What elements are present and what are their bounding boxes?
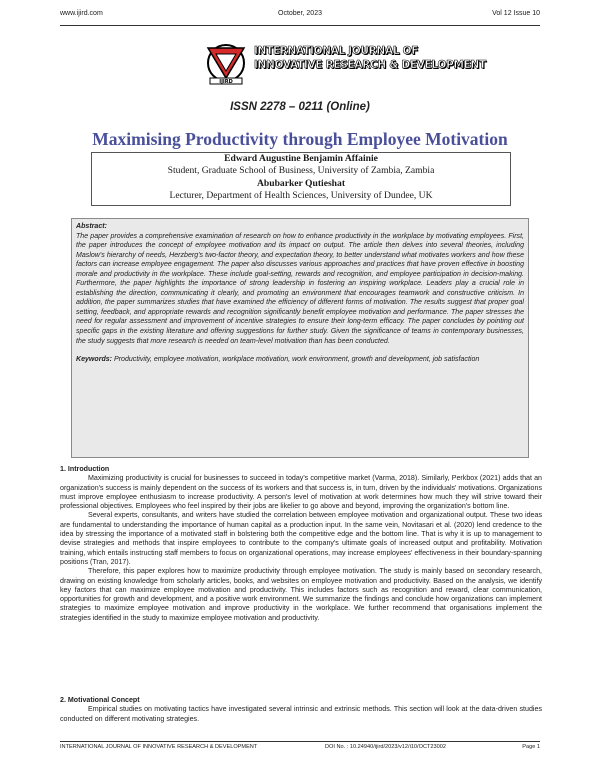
header-divider <box>60 25 540 26</box>
footer-divider <box>60 741 540 742</box>
journal-name-line1: INTERNATIONAL JOURNAL OF <box>254 45 419 57</box>
journal-emblem-icon <box>202 40 250 86</box>
footer-journal: INTERNATIONAL JOURNAL OF INNOVATIVE RESEARCH & DEVELOPMENT <box>60 744 258 750</box>
abstract-label: Abstract: <box>76 223 107 230</box>
authors-box <box>91 152 511 206</box>
author-affiliation: Lecturer, Department of Health Sciences, University of Dundee, UK <box>169 190 433 202</box>
paragraph: Several experts, consultants, and writers have studied the correlation between employee motivation and organizational output. These two ideas are fundamental to understanding the importance of human capital as a production input. In the same vein, Novitasari et al. (2020) lend credence to the idea by stressing the importance of a motivated staff in bolstering both the competitive edge and the bottom line. That is why it is up to management to devise strategies and methods that inspire employees to contribute to the company's ultimate goals of increased output and profitability. Motivation training, which entails instructing staff members to focus on organizational operations, may increase employees' effectiveness in their boundary-spanning positions (Tran, 2017). <box>60 511 542 566</box>
section-introduction <box>60 465 542 623</box>
section-motivational-concept <box>60 696 542 724</box>
keywords-text: Productivity, employee motivation, workplace motivation, work environment, growth and development, job satisfaction <box>114 356 480 364</box>
paragraph: Therefore, this paper explores how to maximize productivity through employee motivation. The study is mainly based on secondary research, drawing on existing knowledge from scholarly articles, books, and websites on employee motivation and productivity. Based on the analysis, we identify key factors that can maximize employee motivation and productivity. This includes factors such as recognition and reward, clear communication, opportunities for growth and development, and a positive work environment. We summarize the findings and conclude how organizations can implement strategies to maximize employee motivation and improve productivity in the workplace. We further recommend that organisations implement the strategies identified in the study to maximize employee motivation and productivity. <box>60 567 542 622</box>
issn: ISSN 2278 – 0211 (Online) <box>230 101 370 113</box>
abstract-box <box>71 218 529 458</box>
author-affiliation: Student, Graduate School of Business, University of Zambia, Zambia <box>167 165 435 177</box>
footer-page: Page 1 <box>522 744 540 750</box>
emblem-label: IJIRD <box>219 79 233 85</box>
footer-doi: DOI No. : 10.24940/ijird/2023/v12/i10/OCT23002 <box>325 744 446 750</box>
keywords <box>76 355 524 365</box>
header-date: October, 2023 <box>278 10 322 17</box>
section-heading: 1. Introduction <box>60 465 110 473</box>
keywords-label: Keywords: <box>76 356 113 364</box>
paragraph: Maximizing productivity is crucial for businesses to succeed in today's competitive market (Varma, 2018). Similarly, Perkbox (2021) adds that an organization's success is mainly dependent on the success of its workers and that success is, in turn, driven by the individuals' motivations. Organizations must improve employee enthusiasm to increase productivity. A person's level of motivation at work determines how much they will strive toward their professional objectives. Employees who feel inspired by their jobs are likelier to go above and beyond, improving the organization's bottom line. <box>60 474 542 511</box>
journal-name-line2: INNOVATIVE RESEARCH & DEVELOPMENT <box>254 59 486 71</box>
header-volume: Vol 12 Issue 10 <box>492 10 540 17</box>
author-name: Abubarker Qutieshat <box>256 177 346 189</box>
section-heading: 2. Motivational Concept <box>60 696 140 704</box>
running-footer <box>60 744 540 754</box>
abstract-text: The paper provides a comprehensive examination of research on how to enhance productivity in the workplace by motivating employees. First, the paper introduces the concept of employee motivation and its impact on output. The article then delves into several theories, including Maslow's hierarchy of needs, Herzberg's two-factor theory, and expectation theory, to better understand what motivates workers and how these factors can increase employee engagement. The paper also discusses various approaches and practices that have proven effective in boosting morale and productivity in the workplace. These include goal-setting, rewards and recognition, and employee participation in decision-making. Furthermore, the paper highlights the importance of strong leadership in fostering an inspiring workplace. Leaders play a crucial role in establishing the direction, communicating it clearly, and promoting an environment that encourages teamwork and constructive criticism. In addition, the paper summarizes studies that have examined the efficiency of different forms of motivation. The results suggest that proper goal setting, feedback, and appropriate rewards and recognition significantly benefit employee motivation and performance. The paper stresses the need for regular assessment and improvement of incentive strategies to ensure their long-term efficacy. The paper concludes by pointing out specific gaps in the existing literature and offering suggestions for further study. Given the significance of teams in contemporary businesses, the study suggests that more research is needed on team-level motivation than has been conducted. <box>76 232 524 345</box>
journal-logo <box>202 40 486 86</box>
author-name: Edward Augustine Benjamin Affainie <box>224 153 378 164</box>
running-header <box>60 10 540 22</box>
paper-title: Maximising Productivity through Employee Motivation <box>92 129 508 149</box>
paragraph: Empirical studies on motivating tactics have investigated several intrinsic and extrinsic methods. This section will look at the data-driven studies conducted on different motivating strategies. <box>60 705 542 723</box>
journal-name <box>254 44 486 72</box>
header-website: www.ijird.com <box>60 10 103 17</box>
